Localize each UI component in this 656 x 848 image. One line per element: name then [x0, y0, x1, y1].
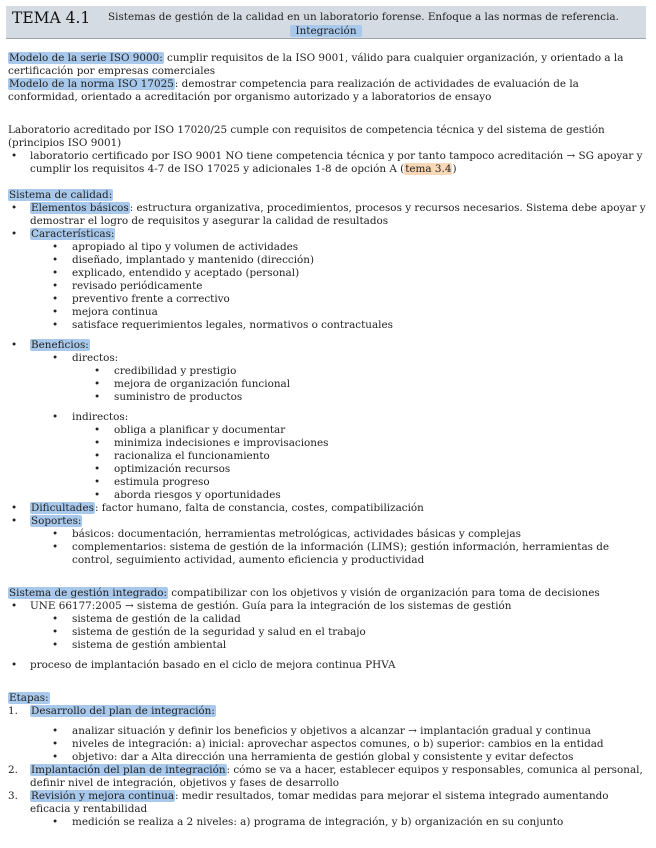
list-item: • racionaliza el funcionamiento	[8, 450, 646, 463]
list-item: • aborda riesgos y oportunidades	[8, 489, 646, 502]
stage-1: 1. Desarrollo del plan de integración:	[8, 705, 215, 717]
list-item: • obliga a planificar y documentar	[8, 424, 646, 437]
list-item: • básicos: documentación, herramientas metrológicas, actividades básicas y complejas	[8, 528, 646, 541]
stages-heading: Etapas:	[9, 692, 49, 704]
list-item: • niveles de integración: a) inicial: aprovechar aspectos comunes, o b) superior: cambios en la entidad	[8, 738, 646, 751]
characteristics-bullet: • Características:	[8, 228, 646, 241]
direct-benefits: • directos:	[8, 352, 646, 365]
iso17025-label: Modelo de la norma ISO 17025	[9, 78, 174, 90]
topic-reference: tema 3.4	[405, 163, 452, 175]
topic-number: TEMA 4.1	[12, 9, 91, 27]
topic-title: Sistemas de gestión de la calidad en un laboratorio forense. Enfoque a las normas de referencia.	[108, 11, 619, 23]
list-item: • sistema de gestión de la seguridad y salud en el trabajo	[8, 626, 646, 639]
list-item: • minimiza indecisiones e improvisaciones	[8, 437, 646, 450]
accredited-paragraph: Laboratorio acreditado por ISO 17020/25 cumple con requisitos de competencia técnica y del sistema de gestión (principios ISO 9001)	[8, 124, 605, 149]
difficulties-bullet: • Dificultades: factor humano, falta de constancia, costes, compatibilización	[8, 502, 646, 515]
integrated-system-heading: Sistema de gestión integrado: compatibilizar con los objetivos y visión de organización para toma de decisiones	[9, 587, 600, 599]
elements-bullet: • Elementos básicos: estructura organizativa, procedimientos, procesos y recursos necesarios. Sistema debe apoyar y demostrar el logro de requisitos y asegurar la calidad de resultados	[8, 202, 646, 228]
list-item: • complementarios: sistema de gestión de la información (LIMS); gestión información, herramientas de control, seguimiento actividad, aumento eficiencia y productividad	[8, 541, 646, 567]
process-bullet: • proceso de implantación basado en el ciclo de mejora continua PHVA	[8, 659, 646, 672]
iso9000-label: Modelo de la serie ISO 9000:	[9, 52, 163, 64]
iso9000-paragraph: Modelo de la serie ISO 9000: cumplir requisitos de la ISO 9001, válido para cualquier organización, y orientado a la certificación por empresas comerciales	[8, 52, 624, 77]
list-item: • revisado periódicamente	[8, 280, 646, 293]
list-item: • mejora de organización funcional	[8, 378, 646, 391]
list-item: • apropiado al tipo y volumen de actividades	[8, 241, 646, 254]
indirect-benefits: • indirectos:	[8, 411, 646, 424]
benefits-bullet: • Beneficios:	[8, 339, 646, 352]
list-item: • medición se realiza a 2 niveles: a) programa de integración, y b) organización en su conjunto	[8, 816, 646, 829]
list-item: • diseñado, implantado y mantenido (dirección)	[8, 254, 646, 267]
list-item: • objetivo: dar a Alta dirección una herramienta de gestión global y consistente y evitar defectos	[8, 751, 646, 764]
quality-system-heading: Sistema de calidad:	[9, 189, 113, 201]
list-item: • suministro de productos	[8, 391, 646, 404]
list-item: • sistema de gestión ambiental	[8, 639, 646, 652]
iso17025-paragraph: Modelo de la norma ISO 17025: demostrar competencia para realización de actividades de evaluación de la conformidad, orientado a acreditación por organismo autorizado y a laboratorios de ensayo	[8, 78, 579, 103]
topic-header	[6, 6, 646, 39]
stage-2: 2. Implantación del plan de integración: cómo se va a hacer, establecer equipos y responsables, comunica al personal, definir nivel de integración, objetivos y fases de desarrollo	[8, 764, 643, 789]
supports-bullet: • Soportes:	[8, 515, 646, 528]
list-item: • analizar situación y definir los beneficios y objetivos a alcanzar → implantación gradual y continua	[8, 725, 646, 738]
une-bullet: • UNE 66177:2005 → sistema de gestión. Guía para la integración de los sistemas de gestión	[8, 600, 646, 613]
document-body	[8, 52, 646, 829]
list-item: • sistema de gestión de la calidad	[8, 613, 646, 626]
list-item: • estimula progreso	[8, 476, 646, 489]
list-item: • credibilidad y prestigio	[8, 365, 646, 378]
list-item: • mejora continua	[8, 306, 646, 319]
list-item: • preventivo frente a correctivo	[8, 293, 646, 306]
list-item: • satisface requerimientos legales, normativos o contractuales	[8, 319, 646, 332]
list-item: • explicado, entendido y aceptado (personal)	[8, 267, 646, 280]
certified-bullet: • laboratorio certificado por ISO 9001 NO tiene competencia técnica y por tanto tampoco acreditación → SG apoyar y cumplir los requisitos 4-7 de ISO 17025 y adicionales 1-8 de opción A (tema 3.4)	[8, 150, 646, 176]
topic-subtitle: Integración	[6, 25, 646, 38]
stage-3: 3. Revisión y mejora continua: medir resultados, tomar medidas para mejorar el sistema integrado aumentando eficacia y rentabilidad	[8, 790, 609, 815]
list-item: • optimización recursos	[8, 463, 646, 476]
